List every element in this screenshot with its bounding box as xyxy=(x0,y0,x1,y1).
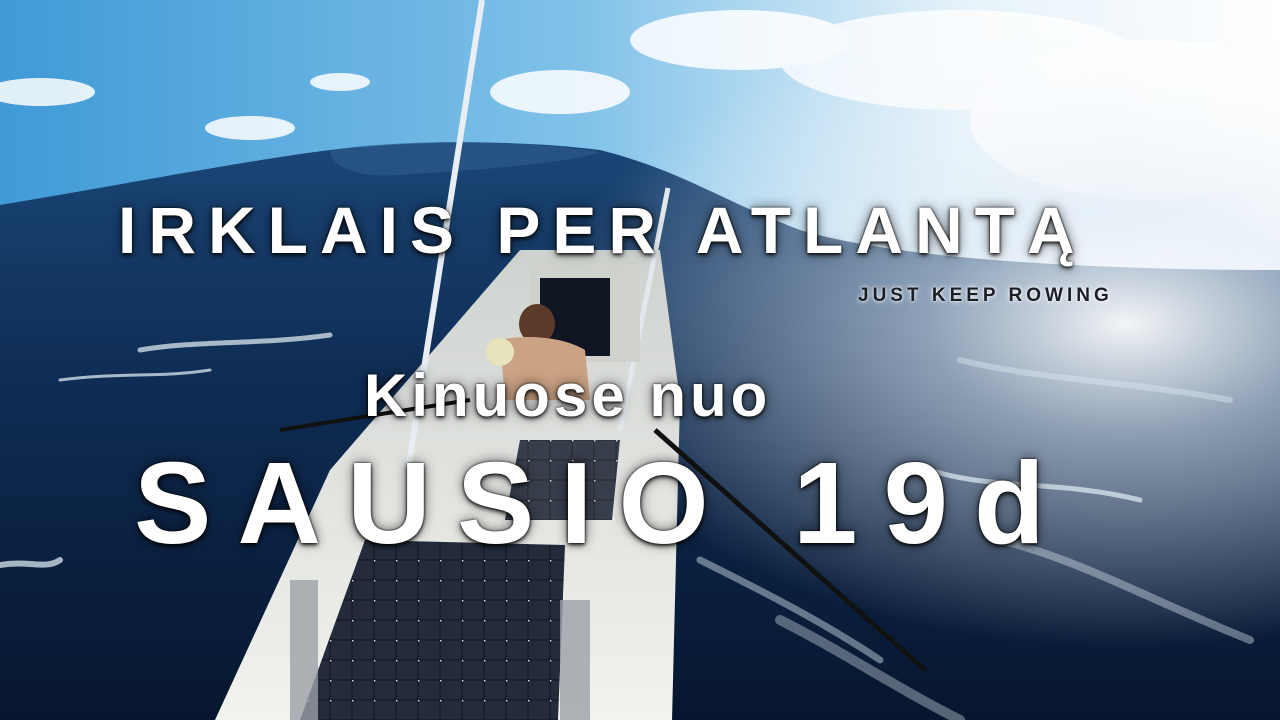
release-date: SAUSIO 19d xyxy=(134,438,1071,568)
poster-tagline: JUST KEEP ROWING xyxy=(858,285,1113,306)
poster-title: IRKLAIS PER ATLANTĄ xyxy=(118,193,1087,267)
release-subtitle: Kinuose nuo xyxy=(364,362,772,429)
